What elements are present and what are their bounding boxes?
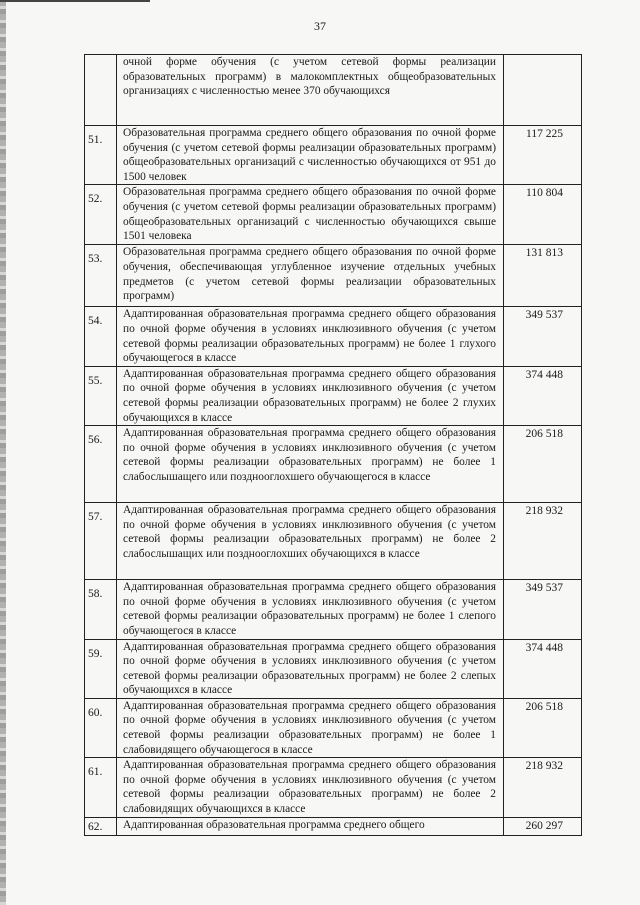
cost-value: 206 518: [504, 698, 582, 757]
cost-value: 260 297: [504, 817, 582, 835]
program-description: Адаптированная образовательная программа среднего общего образования по очной форме обучения в условиях инклюзивного обучения (с учетом сетевой формы реализации образовательных программ) не более 2 слепых обучающихся в классе: [117, 639, 504, 698]
cost-value: 218 932: [504, 758, 582, 817]
row-number: 61.: [85, 758, 117, 817]
program-description: Образовательная программа среднего общего образования по очной форме обучения (с учетом сетевой формы реализации образовательных программ) общеобразовательных организаций с численностью обучающихся от 951 до 1500 человек: [117, 126, 504, 185]
row-number: [85, 55, 117, 126]
table-row: [85, 126, 582, 185]
tariff-table: [84, 54, 582, 836]
table-row: [85, 366, 582, 425]
row-number: 56.: [85, 426, 117, 503]
program-description: Образовательная программа среднего общего образования по очной форме обучения, обеспечивающая углубленное изучение отдельных учебных предметов (с учетом сетевой формы реализации образовательных программ): [117, 245, 504, 307]
cost-value: [504, 55, 582, 126]
cost-value: 117 225: [504, 126, 582, 185]
row-number: 58.: [85, 580, 117, 639]
cost-value: 131 813: [504, 245, 582, 307]
table-row: [85, 55, 582, 126]
table-row: [85, 698, 582, 757]
program-description: Адаптированная образовательная программа среднего общего образования по очной форме обучения в условиях инклюзивного обучения (с учетом сетевой формы реализации образовательных программ) не более 2 слабовидящих обучающихся в классе: [117, 758, 504, 817]
row-number: 52.: [85, 185, 117, 245]
row-number: 59.: [85, 639, 117, 698]
program-description: Адаптированная образовательная программа среднего общего: [117, 817, 504, 835]
table-row: [85, 307, 582, 366]
table-row: [85, 426, 582, 503]
row-number: 54.: [85, 307, 117, 366]
program-description: Адаптированная образовательная программа среднего общего образования по очной форме обучения в условиях инклюзивного обучения (с учетом сетевой формы реализации образовательных программ) не более 1 слабовидящего обучающегося в классе: [117, 698, 504, 757]
cost-value: 206 518: [504, 426, 582, 503]
program-description: Адаптированная образовательная программа среднего общего образования по очной форме обучения в условиях инклюзивного обучения (с учетом сетевой формы реализации образовательных программ) не более 1 слепого обучающегося в классе: [117, 580, 504, 639]
program-description: Адаптированная образовательная программа среднего общего образования по очной форме обучения в условиях инклюзивного обучения (с учетом сетевой формы реализации образовательных программ) не более 2 глухих обучающихся в классе: [117, 366, 504, 425]
scan-left-edge: [0, 0, 6, 905]
program-description: Адаптированная образовательная программа среднего общего образования по очной форме обучения в условиях инклюзивного обучения (с учетом сетевой формы реализации образовательных программ) не более 2 слабослышащих или позднооглохших обучающихся в классе: [117, 503, 504, 580]
program-description: очной форме обучения (с учетом сетевой формы реализации образовательных программ) в малокомплектных общеобразовательных организациях с численностью менее 370 обучающихся: [117, 55, 504, 126]
page-number: 37: [314, 19, 326, 33]
table-row: [85, 185, 582, 245]
scan-top-mark: [0, 0, 150, 2]
cost-value: 218 932: [504, 503, 582, 580]
table-row: [85, 245, 582, 307]
row-number: 53.: [85, 245, 117, 307]
cost-value: 374 448: [504, 366, 582, 425]
table-row: [85, 503, 582, 580]
cost-value: 349 537: [504, 307, 582, 366]
table-row: [85, 758, 582, 817]
table-row: [85, 817, 582, 835]
row-number: 55.: [85, 366, 117, 425]
table-row: [85, 639, 582, 698]
program-description: Адаптированная образовательная программа среднего общего образования по очной форме обучения в условиях инклюзивного обучения (с учетом сетевой формы реализации образовательных программ) не более 1 глухого обучающегося в классе: [117, 307, 504, 366]
row-number: 57.: [85, 503, 117, 580]
program-description: Образовательная программа среднего общего образования по очной форме обучения (с учетом сетевой формы реализации образовательных программ) общеобразовательных организаций с численностью обучающихся свыше 1501 человека: [117, 185, 504, 245]
row-number: 51.: [85, 126, 117, 185]
table-row: [85, 580, 582, 639]
row-number: 62.: [85, 817, 117, 835]
row-number: 60.: [85, 698, 117, 757]
cost-value: 374 448: [504, 639, 582, 698]
cost-value: 110 804: [504, 185, 582, 245]
program-description: Адаптированная образовательная программа среднего общего образования по очной форме обучения в условиях инклюзивного обучения (с учетом сетевой формы реализации образовательных программ) не более 1 слабослышащего или позднооглохшего обучающегося в классе: [117, 426, 504, 503]
cost-value: 349 537: [504, 580, 582, 639]
